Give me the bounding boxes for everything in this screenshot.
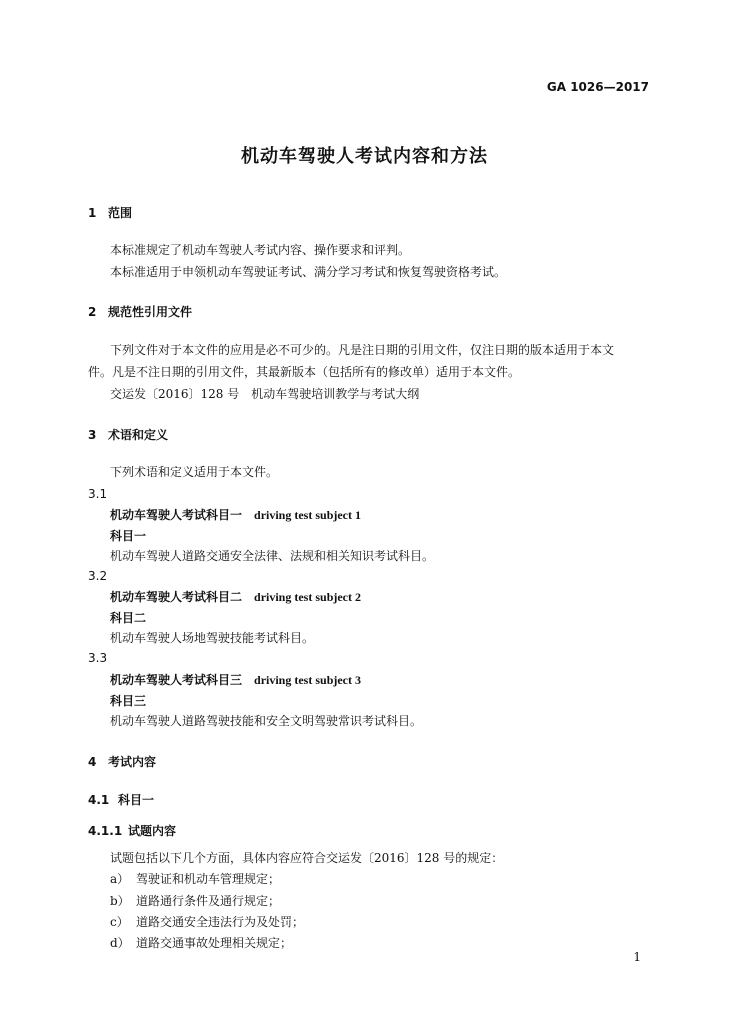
- term-english: driving test subject 1: [254, 508, 362, 522]
- paragraph: 本标准适用于申领机动车驾驶证考试、满分学习考试和恢复驾驶资格考试。: [110, 265, 507, 279]
- list-item: [110, 934, 292, 951]
- section-title: 术语和定义: [108, 428, 169, 442]
- list-item-text: 道路通行条件及通行规定；: [136, 894, 281, 908]
- paragraph: 下列文件对于本文件的应用是必不可少的。凡是注日期的引用文件，仅注日期的版本适用于本文: [110, 343, 615, 357]
- section-number: 4.1: [88, 793, 110, 807]
- paragraph: 下列术语和定义适用于本文件。: [110, 465, 279, 479]
- paragraph: 件。凡是不注日期的引用文件，其最新版本（包括所有的修改单）适用于本文件。: [88, 365, 521, 379]
- standard-number: GA 1026—2017: [546, 80, 649, 94]
- list-item: [110, 870, 280, 887]
- section-1-heading: [88, 204, 132, 221]
- section-number: 2: [88, 305, 97, 319]
- term-heading: [110, 671, 361, 688]
- term-name: 机动车驾驶人考试科目三: [110, 673, 243, 687]
- term-heading: [110, 506, 361, 523]
- page-number: 1: [633, 950, 641, 964]
- subsection-4-1-heading: [88, 791, 154, 808]
- list-item-text: 道路交通安全违法行为及处罚；: [136, 915, 305, 929]
- section-number: 1: [88, 206, 97, 220]
- section-number: 4: [88, 755, 97, 769]
- list-item-text: 驾驶证和机动车管理规定；: [136, 872, 281, 886]
- paragraph: 试题包括以下几个方面，具体内容应符合交运发〔2016〕128 号的规定：: [110, 851, 504, 865]
- term-english: driving test subject 2: [254, 590, 362, 604]
- list-item: [110, 892, 280, 909]
- term-number: 3.1: [88, 487, 108, 501]
- paragraph: 本标准规定了机动车驾驶人考试内容、操作要求和评判。: [110, 243, 411, 257]
- section-4-heading: [88, 753, 156, 770]
- term-number: 3.2: [88, 569, 108, 583]
- term-alias: 科目二: [110, 611, 147, 625]
- section-title: 试题内容: [128, 824, 177, 838]
- section-title: 考试内容: [108, 755, 157, 769]
- list-item-label: b）: [110, 894, 130, 908]
- subsection-4-1-1-heading: [88, 822, 176, 839]
- section-title: 科目一: [118, 793, 155, 807]
- section-title: 规范性引用文件: [108, 305, 193, 319]
- term-alias: 科目一: [110, 529, 147, 543]
- term-number: 3.3: [88, 651, 108, 665]
- section-number: 3: [88, 428, 97, 442]
- term-alias: 科目三: [110, 694, 147, 708]
- list-item-label: a）: [110, 872, 130, 886]
- term-definition: 机动车驾驶人场地驾驶技能考试科目。: [110, 631, 315, 645]
- term-name: 机动车驾驶人考试科目一: [110, 508, 243, 522]
- term-definition: 机动车驾驶人道路交通安全法律、法规和相关知识考试科目。: [110, 549, 435, 563]
- section-2-heading: [88, 303, 192, 320]
- normative-reference: 交运发〔2016〕128 号 机动车驾驶培训教学与考试大纲: [110, 387, 420, 401]
- term-definition: 机动车驾驶人道路驾驶技能和安全文明驾驶常识考试科目。: [110, 714, 423, 728]
- list-item-label: d）: [110, 936, 130, 950]
- term-english: driving test subject 3: [254, 673, 362, 687]
- list-item: [110, 913, 304, 930]
- list-item-text: 道路交通事故处理相关规定；: [136, 936, 293, 950]
- section-title: 范围: [108, 206, 133, 220]
- term-heading: [110, 588, 361, 605]
- section-number: 4.1.1: [88, 824, 123, 838]
- document-title: 机动车驾驶人考试内容和方法: [241, 146, 488, 167]
- section-3-heading: [88, 426, 168, 443]
- term-name: 机动车驾驶人考试科目二: [110, 590, 243, 604]
- list-item-label: c）: [110, 915, 129, 929]
